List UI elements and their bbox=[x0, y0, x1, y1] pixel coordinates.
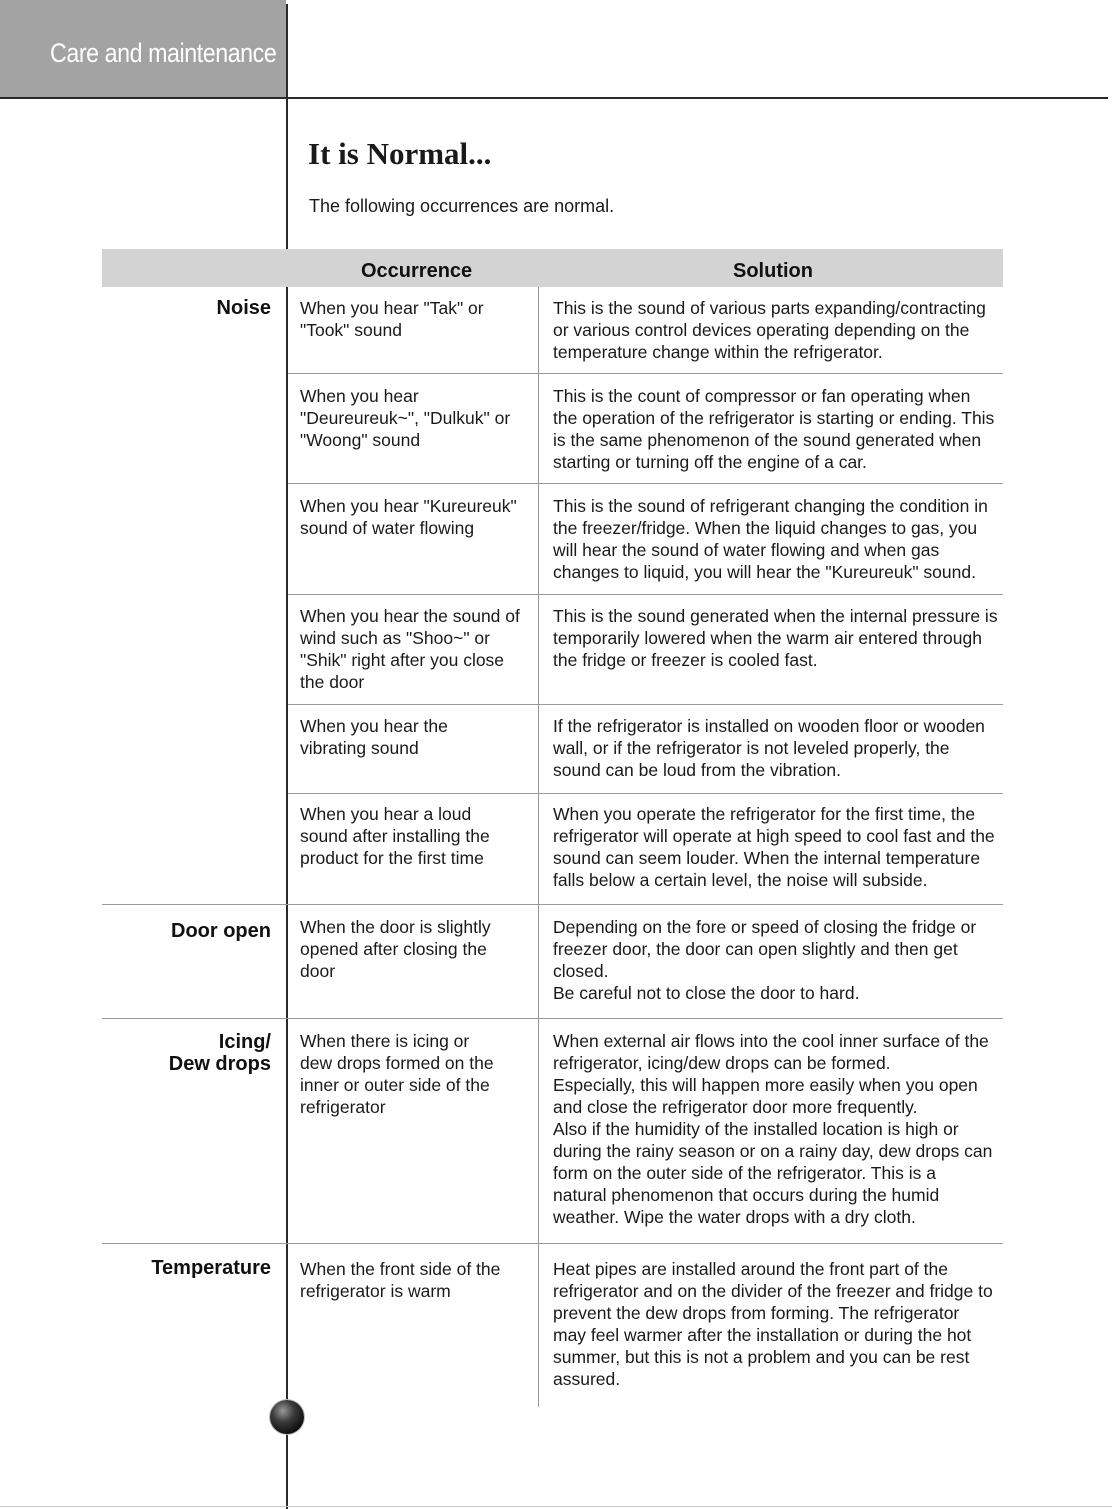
occurrence-line: dew drops formed on the bbox=[300, 1053, 494, 1073]
occurrence-cell bbox=[300, 1258, 532, 1302]
solution-line: form on the outer side of the refrigerator. This is a bbox=[553, 1163, 936, 1183]
solution-cell bbox=[553, 385, 1011, 473]
solution-line: This is the sound generated when the internal pressure is bbox=[553, 606, 998, 626]
occurrence-line: refrigerator is warm bbox=[300, 1281, 451, 1301]
occurrence-cell bbox=[300, 1030, 532, 1118]
row-divider bbox=[288, 793, 1003, 794]
occurrence-line: When you hear "Kureureuk" bbox=[300, 496, 517, 516]
solution-line: the operation of the refrigerator is starting or ending. This bbox=[553, 408, 995, 428]
page-intro: The following occurrences are normal. bbox=[309, 196, 615, 216]
occurrence-line: When you hear "Tak" or bbox=[300, 298, 484, 318]
page-bottom-rule bbox=[0, 1506, 1112, 1507]
category-icing-line2: Dew drops bbox=[168, 1053, 271, 1075]
solution-line: Also if the humidity of the installed location is high or bbox=[553, 1119, 959, 1139]
category-door-open: Door open bbox=[171, 920, 271, 942]
category-noise: Noise bbox=[216, 297, 271, 319]
solution-line: temporarily lowered when the warm air entered through bbox=[553, 628, 982, 648]
row-divider bbox=[288, 483, 1003, 484]
page-marker-bullet-icon bbox=[270, 1400, 304, 1434]
solution-line: prevent the dew drops from forming. The refrigerator bbox=[553, 1303, 960, 1323]
solution-line: When external air flows into the cool inner surface of the bbox=[553, 1031, 989, 1051]
solution-cell bbox=[553, 605, 1011, 671]
solution-line: starting or turning off the engine of a car. bbox=[553, 452, 867, 472]
occurrence-cell bbox=[300, 495, 532, 539]
solution-line: the freezer/fridge. When the liquid changes to gas, you bbox=[553, 518, 978, 538]
solution-line: changes to liquid, you will hear the "Kureureuk" sound. bbox=[553, 562, 976, 582]
column-header-occurrence: Occurrence bbox=[361, 260, 473, 282]
solution-line: will hear the sound of water flowing and when gas bbox=[553, 540, 940, 560]
occurrence-cell bbox=[300, 297, 532, 341]
occurrence-line: wind such as "Shoo~" or bbox=[300, 628, 490, 648]
row-divider bbox=[288, 594, 1003, 595]
category-icing-dew-drops bbox=[169, 1031, 271, 1075]
solution-cell bbox=[553, 803, 1011, 891]
solution-line: or various control devices operating depending on the bbox=[553, 320, 970, 340]
solution-cell bbox=[553, 715, 1011, 781]
occurrence-line: When you hear the sound of bbox=[300, 606, 520, 626]
page-title: It is Normal... bbox=[308, 136, 492, 171]
occurrence-line: sound of water flowing bbox=[300, 518, 475, 538]
solution-line: Heat pipes are installed around the front part of the bbox=[553, 1259, 948, 1279]
solution-line: assured. bbox=[553, 1369, 621, 1389]
solution-line: during the rainy season or on a rainy day, dew drops can bbox=[553, 1141, 993, 1161]
row-divider bbox=[288, 704, 1003, 705]
occurrence-line: When there is icing or bbox=[300, 1031, 470, 1051]
solution-line: may feel warmer after the installation or during the hot bbox=[553, 1325, 972, 1345]
section-tab-label: Care and maintenance bbox=[50, 38, 277, 68]
solution-line: When you operate the refrigerator for the first time, the bbox=[553, 804, 976, 824]
occurrence-line: "Woong" sound bbox=[300, 430, 421, 450]
solution-cell bbox=[553, 916, 1011, 1004]
column-divider bbox=[538, 287, 539, 1407]
occurrence-line: the door bbox=[300, 672, 365, 692]
column-header-solution: Solution bbox=[733, 260, 813, 282]
solution-line: weather. Wipe the water drops with a dry cloth. bbox=[553, 1207, 916, 1227]
solution-line: closed. bbox=[553, 961, 609, 981]
solution-line: refrigerator will operate at high speed to cool fast and the bbox=[553, 826, 995, 846]
occurrence-line: sound after installing the bbox=[300, 826, 490, 846]
solution-line: If the refrigerator is installed on wooden floor or wooden bbox=[553, 716, 985, 736]
solution-line: sound can be loud from the vibration. bbox=[553, 760, 841, 780]
solution-cell bbox=[553, 1258, 1011, 1390]
section-tab bbox=[0, 0, 286, 97]
header-rule bbox=[0, 97, 1108, 99]
occurrence-cell bbox=[300, 916, 532, 982]
solution-line: falls below a certain level, the noise will subside. bbox=[553, 870, 928, 890]
category-divider bbox=[102, 1243, 1003, 1244]
solution-line: This is the sound of various parts expanding/contracting bbox=[553, 298, 986, 318]
occurrence-cell bbox=[300, 803, 532, 869]
solution-line: sound can seem louder. When the internal temperature bbox=[553, 848, 981, 868]
occurrence-line: product for the first time bbox=[300, 848, 484, 868]
solution-line: Depending on the fore or speed of closing the fridge or bbox=[553, 917, 977, 937]
category-divider bbox=[102, 1018, 1003, 1019]
occurrence-line: "Took" sound bbox=[300, 320, 402, 340]
occurrence-line: refrigerator bbox=[300, 1097, 386, 1117]
solution-line: natural phenomenon that occurs during the humid bbox=[553, 1185, 940, 1205]
solution-line: and close the refrigerator door more frequently. bbox=[553, 1097, 918, 1117]
solution-cell bbox=[553, 1030, 1011, 1228]
occurrence-line: opened after closing the bbox=[300, 939, 487, 959]
occurrence-line: When you hear the bbox=[300, 716, 448, 736]
occurrence-cell bbox=[300, 385, 532, 451]
solution-line: Be careful not to close the door to hard. bbox=[553, 983, 860, 1003]
occurrence-line: "Deureureuk~", "Dulkuk" or bbox=[300, 408, 511, 428]
occurrence-line: When the door is slightly bbox=[300, 917, 491, 937]
page-spine-line bbox=[286, 4, 288, 1509]
solution-line: refrigerator and on the divider of the freezer and fridge to bbox=[553, 1281, 993, 1301]
solution-line: This is the sound of refrigerant changing the condition in bbox=[553, 496, 988, 516]
solution-line: refrigerator, icing/dew drops can be formed. bbox=[553, 1053, 891, 1073]
solution-cell bbox=[553, 495, 1011, 583]
solution-line: is the same phenomenon of the sound generated when bbox=[553, 430, 982, 450]
category-temperature: Temperature bbox=[151, 1257, 271, 1279]
occurrence-cell bbox=[300, 605, 532, 693]
solution-line: temperature change within the refrigerator. bbox=[553, 342, 883, 362]
occurrence-cell bbox=[300, 715, 532, 759]
occurrence-line: "Shik" right after you close bbox=[300, 650, 505, 670]
solution-line: summer, but this is not a problem and you can be rest bbox=[553, 1347, 970, 1367]
occurrence-line: door bbox=[300, 961, 336, 981]
solution-line: freezer door, the door can open slightly and then get bbox=[553, 939, 958, 959]
row-divider bbox=[288, 373, 1003, 374]
solution-line: wall, or if the refrigerator is not leveled properly, the bbox=[553, 738, 950, 758]
solution-line: This is the count of compressor or fan operating when bbox=[553, 386, 971, 406]
solution-line: the fridge or freezer is cooled fast. bbox=[553, 650, 818, 670]
category-divider bbox=[102, 904, 1003, 905]
occurrence-line: When you hear a loud bbox=[300, 804, 472, 824]
occurrence-line: inner or outer side of the bbox=[300, 1075, 490, 1095]
category-icing-line1: Icing/ bbox=[218, 1031, 271, 1053]
solution-cell bbox=[553, 297, 1011, 363]
occurrence-line: When you hear bbox=[300, 386, 419, 406]
occurrence-line: vibrating sound bbox=[300, 738, 419, 758]
occurrence-line: When the front side of the bbox=[300, 1259, 501, 1279]
table-header-bar bbox=[102, 249, 1003, 287]
solution-line: Especially, this will happen more easily when you open bbox=[553, 1075, 978, 1095]
